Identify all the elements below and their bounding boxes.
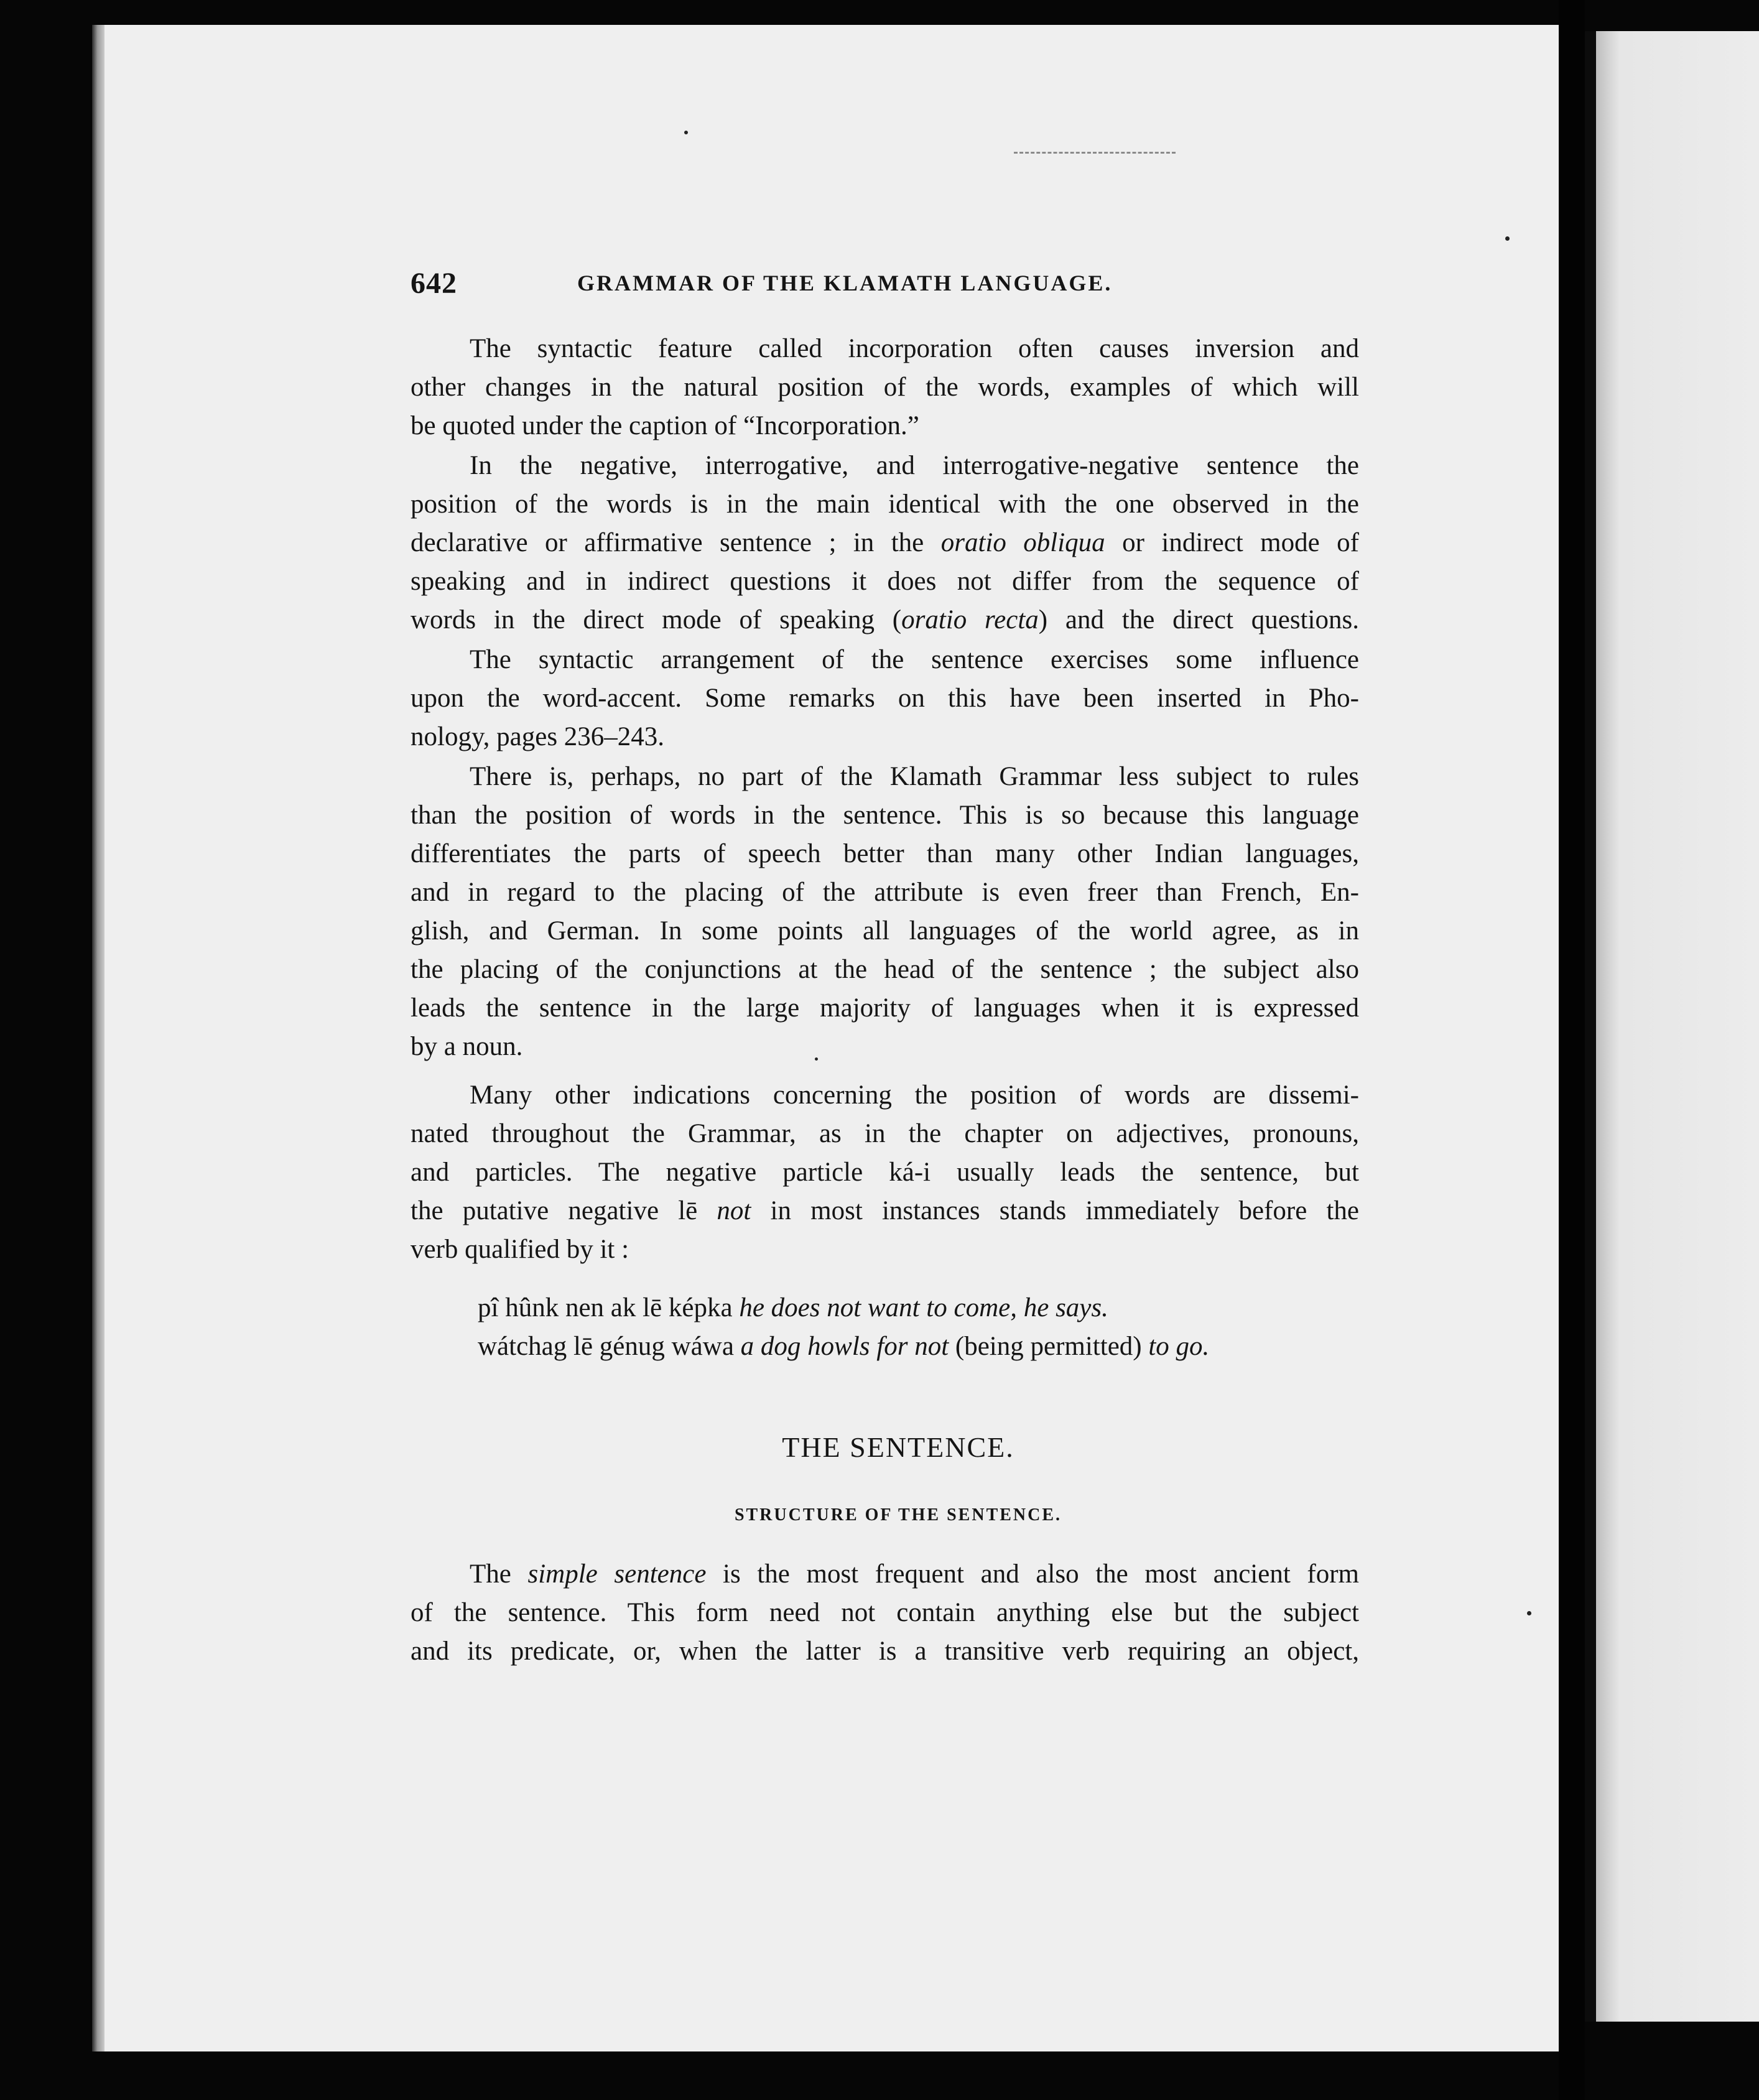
paragraph-line: by a noun.: [411, 1032, 523, 1061]
paragraph-line: glish, and German. In some points all languages of the world agree, as in: [411, 916, 1359, 945]
klamath-example: wátchag lē génug wáwa: [478, 1332, 734, 1361]
paragraph-line: and its predicate, or, when the latter is a transitive verb requiring an object,: [411, 1637, 1359, 1666]
facing-page-edge: [1585, 31, 1759, 2022]
paragraph-text: the putative negative lē: [411, 1196, 698, 1225]
page-number: 642: [411, 267, 457, 300]
paragraph-line: In the negative, interrogative, and interrogative-negative sentence the: [470, 451, 1359, 480]
paragraph-line: verb qualified by it :: [411, 1235, 629, 1264]
running-title: GRAMMAR OF THE KLAMATH LANGUAGE.: [577, 271, 1113, 295]
paragraph-line: leads the sentence in the large majority of languages when it is expressed: [411, 993, 1359, 1023]
paragraph-line: nology, pages 236–243.: [411, 722, 665, 751]
paragraph-line: other changes in the natural position of the words, examples of which will: [411, 373, 1359, 402]
running-head: [411, 266, 1485, 304]
scan-speck: [1527, 1611, 1531, 1615]
gloss-term: not: [717, 1196, 751, 1225]
paragraph-text: in most instances stands immediately before the: [770, 1196, 1359, 1225]
paragraph-text: or indirect mode of: [1122, 528, 1359, 557]
paragraph-line: [411, 1192, 1359, 1230]
paragraph-line: than the position of words in the sentence. This is so because this language: [411, 801, 1359, 830]
scan-left-edge: [92, 25, 106, 2051]
paragraph-text: is the most frequent and also the most ancient form: [723, 1559, 1359, 1589]
paragraph-line: and in regard to the placing of the attribute is even freer than French, En-: [411, 878, 1359, 907]
klamath-example: pî hûnk nen ak lē képka: [478, 1293, 733, 1322]
paragraph-text: declarative or affirmative sentence ; in the: [411, 528, 924, 557]
facing-page-gutter: [1585, 31, 1596, 2022]
scan-speck: [684, 131, 688, 134]
example-line: [478, 1327, 1209, 1366]
paragraph-text: ) and the direct questions.: [1038, 605, 1359, 634]
paragraph-line: The syntactic arrangement of the sentence exercises some influence: [470, 645, 1359, 674]
section-subtitle: STRUCTURE OF THE SENTENCE.: [734, 1505, 1062, 1525]
example-line: [478, 1289, 1108, 1327]
scan-artifact-rule: [1014, 152, 1176, 154]
paragraph-line: [411, 1555, 1359, 1594]
book-gutter: [1559, 0, 1585, 2100]
paragraph-line: upon the word-accent. Some remarks on this have been inserted in Pho-: [411, 684, 1359, 713]
paragraph-line: and particles. The negative particle ká-i usually leads the sentence, but: [411, 1158, 1359, 1187]
example-gloss-aside: (being permitted): [955, 1332, 1142, 1361]
paragraph-text: words in the direct mode of speaking (: [411, 605, 902, 634]
example-gloss: a dog howls for not: [740, 1332, 949, 1361]
paragraph-line: [411, 524, 1359, 562]
scan-speck: [1505, 236, 1510, 241]
paragraph-line: differentiates the parts of speech better than many other Indian languages,: [411, 839, 1359, 868]
section-title: THE SENTENCE.: [782, 1431, 1014, 1463]
paragraph-line: speaking and in indirect questions it does not differ from the sequence of: [411, 567, 1359, 596]
latin-term: oratio obliqua: [940, 528, 1105, 557]
paragraph-line: the placing of the conjunctions at the head of the sentence ; the subject also: [411, 955, 1359, 984]
paragraph-line: There is, perhaps, no part of the Klamath Grammar less subject to rules: [470, 762, 1359, 791]
emphasis-term: simple sentence: [527, 1559, 707, 1589]
paragraph-line: position of the words is in the main identical with the one observed in the: [411, 490, 1359, 519]
paragraph-line: Many other indications concerning the position of words are dissemi-: [470, 1080, 1359, 1110]
paragraph-line: nated throughout the Grammar, as in the chapter on adjectives, pronouns,: [411, 1119, 1359, 1148]
example-gloss: he does not want to come, he says.: [739, 1293, 1108, 1322]
latin-term: oratio recta: [901, 605, 1039, 634]
paragraph-text: The: [470, 1559, 511, 1589]
example-gloss: to go.: [1148, 1332, 1210, 1361]
paragraph-line: [411, 601, 1359, 639]
paragraph-line: be quoted under the caption of “Incorporation.”: [411, 411, 919, 440]
paragraph-line: The syntactic feature called incorporation often causes inversion and: [470, 334, 1359, 363]
paragraph-line: of the sentence. This form need not contain anything else but the subject: [411, 1598, 1359, 1627]
